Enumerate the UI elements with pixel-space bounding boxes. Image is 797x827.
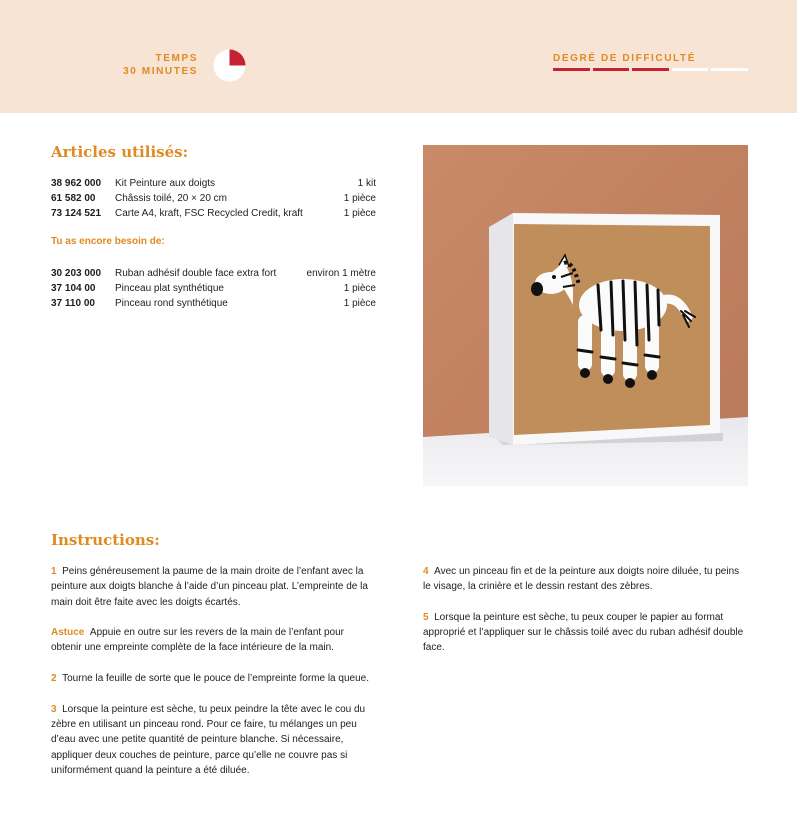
difficulty-segment bbox=[553, 68, 590, 71]
instructions-right-column bbox=[423, 564, 748, 671]
zebra-handprint-photo bbox=[423, 145, 748, 486]
step-number: 4 bbox=[423, 566, 429, 577]
article-quantity: 1 kit bbox=[357, 178, 376, 189]
article-quantity: 1 pièce bbox=[343, 208, 376, 219]
article-number: 37 104 00 bbox=[51, 283, 96, 294]
article-description: Pinceau rond synthétique bbox=[115, 298, 228, 309]
difficulty-meter bbox=[553, 68, 748, 71]
article-quantity: 1 pièce bbox=[343, 298, 376, 309]
step-number: 1 bbox=[51, 566, 57, 577]
articles-list bbox=[51, 176, 376, 221]
article-row bbox=[51, 206, 376, 221]
time-label: TEMPS bbox=[155, 53, 198, 64]
articles-title: Articles utilisés: bbox=[51, 143, 189, 161]
article-number: 30 203 000 bbox=[51, 268, 102, 279]
difficulty-segment bbox=[632, 68, 669, 71]
instruction-step bbox=[51, 564, 376, 610]
article-row bbox=[51, 281, 376, 296]
article-quantity: environ 1 mètre bbox=[306, 268, 376, 279]
step-text: Peins généreusement la paume de la main droite de l’enfant avec la peinture aux doigts blanche à l’aide d’un pinceau plat. L’empreinte de la main doit être faite avec les doigts écartés. bbox=[51, 566, 368, 608]
step-number: 3 bbox=[51, 703, 57, 715]
step-number: 5 bbox=[423, 611, 429, 623]
article-number: 38 962 000 bbox=[51, 178, 102, 189]
step-text: Lorsque la peinture est sèche, tu peux couper le papier au format approprié et l’appliquer sur le châssis toilé avec du ruban adhésif double face. bbox=[423, 611, 744, 654]
time-value: 30 MINUTES bbox=[123, 66, 198, 77]
article-quantity: 1 pièce bbox=[343, 283, 376, 294]
extra-needs-list bbox=[51, 266, 376, 311]
tip bbox=[51, 625, 376, 656]
step-text: Avec un pinceau fin et de la peinture aux doigts noire diluée, tu peins le visage, la crinière et le dessin restant des zèbres. bbox=[423, 566, 740, 593]
tip-label: Astuce bbox=[51, 627, 85, 639]
article-quantity: 1 pièce bbox=[343, 193, 376, 204]
instructions-left-column bbox=[51, 564, 376, 793]
instruction-step bbox=[51, 671, 376, 686]
article-description: Carte A4, kraft, FSC Recycled Credit, kraft bbox=[115, 208, 303, 219]
extra-needs-title: Tu as encore besoin de: bbox=[51, 236, 165, 247]
instruction-step bbox=[51, 702, 376, 778]
difficulty-segment bbox=[672, 68, 709, 71]
difficulty-segment bbox=[711, 68, 748, 71]
article-description: Pinceau plat synthétique bbox=[115, 283, 224, 294]
clock-icon bbox=[213, 49, 246, 82]
article-row bbox=[51, 296, 376, 311]
zebra-canvas-illustration bbox=[423, 145, 748, 486]
step-text: Lorsque la peinture est sèche, tu peux peindre la tête avec le cou du zèbre en utilisant un pinceau rond. Pour ce faire, tu mélanges un peu d’eau avec une petite quantité de peinture blanche. Si nécessaire, appliquer deux couches de peinture, parce qu’elle ne couvre pas si uniformément quand la peinture a été diluée. bbox=[51, 703, 366, 776]
article-number: 73 124 521 bbox=[51, 208, 102, 219]
instruction-step bbox=[423, 610, 748, 656]
article-number: 37 110 00 bbox=[51, 298, 95, 309]
header-band bbox=[0, 0, 797, 113]
article-number: 61 582 00 bbox=[51, 193, 96, 204]
tip-text: Appuie en outre sur les revers de la main de l’enfant pour obtenir une empreinte complète de la face intérieure de la main. bbox=[51, 627, 344, 654]
time-block bbox=[123, 52, 198, 78]
difficulty-label: DEGRÉ DE DIFFICULTÉ bbox=[553, 53, 696, 64]
article-row bbox=[51, 191, 376, 206]
article-row bbox=[51, 176, 376, 191]
article-description: Kit Peinture aux doigts bbox=[115, 178, 216, 189]
instruction-step bbox=[423, 564, 748, 595]
article-row bbox=[51, 266, 376, 281]
step-text: Tourne la feuille de sorte que le pouce de l’empreinte forme la queue. bbox=[62, 673, 369, 685]
article-description: Châssis toilé, 20 × 20 cm bbox=[115, 193, 227, 204]
article-description: Ruban adhésif double face extra fort bbox=[115, 268, 277, 279]
instructions-title: Instructions: bbox=[51, 531, 160, 549]
step-number: 2 bbox=[51, 673, 57, 685]
difficulty-segment bbox=[593, 68, 630, 71]
